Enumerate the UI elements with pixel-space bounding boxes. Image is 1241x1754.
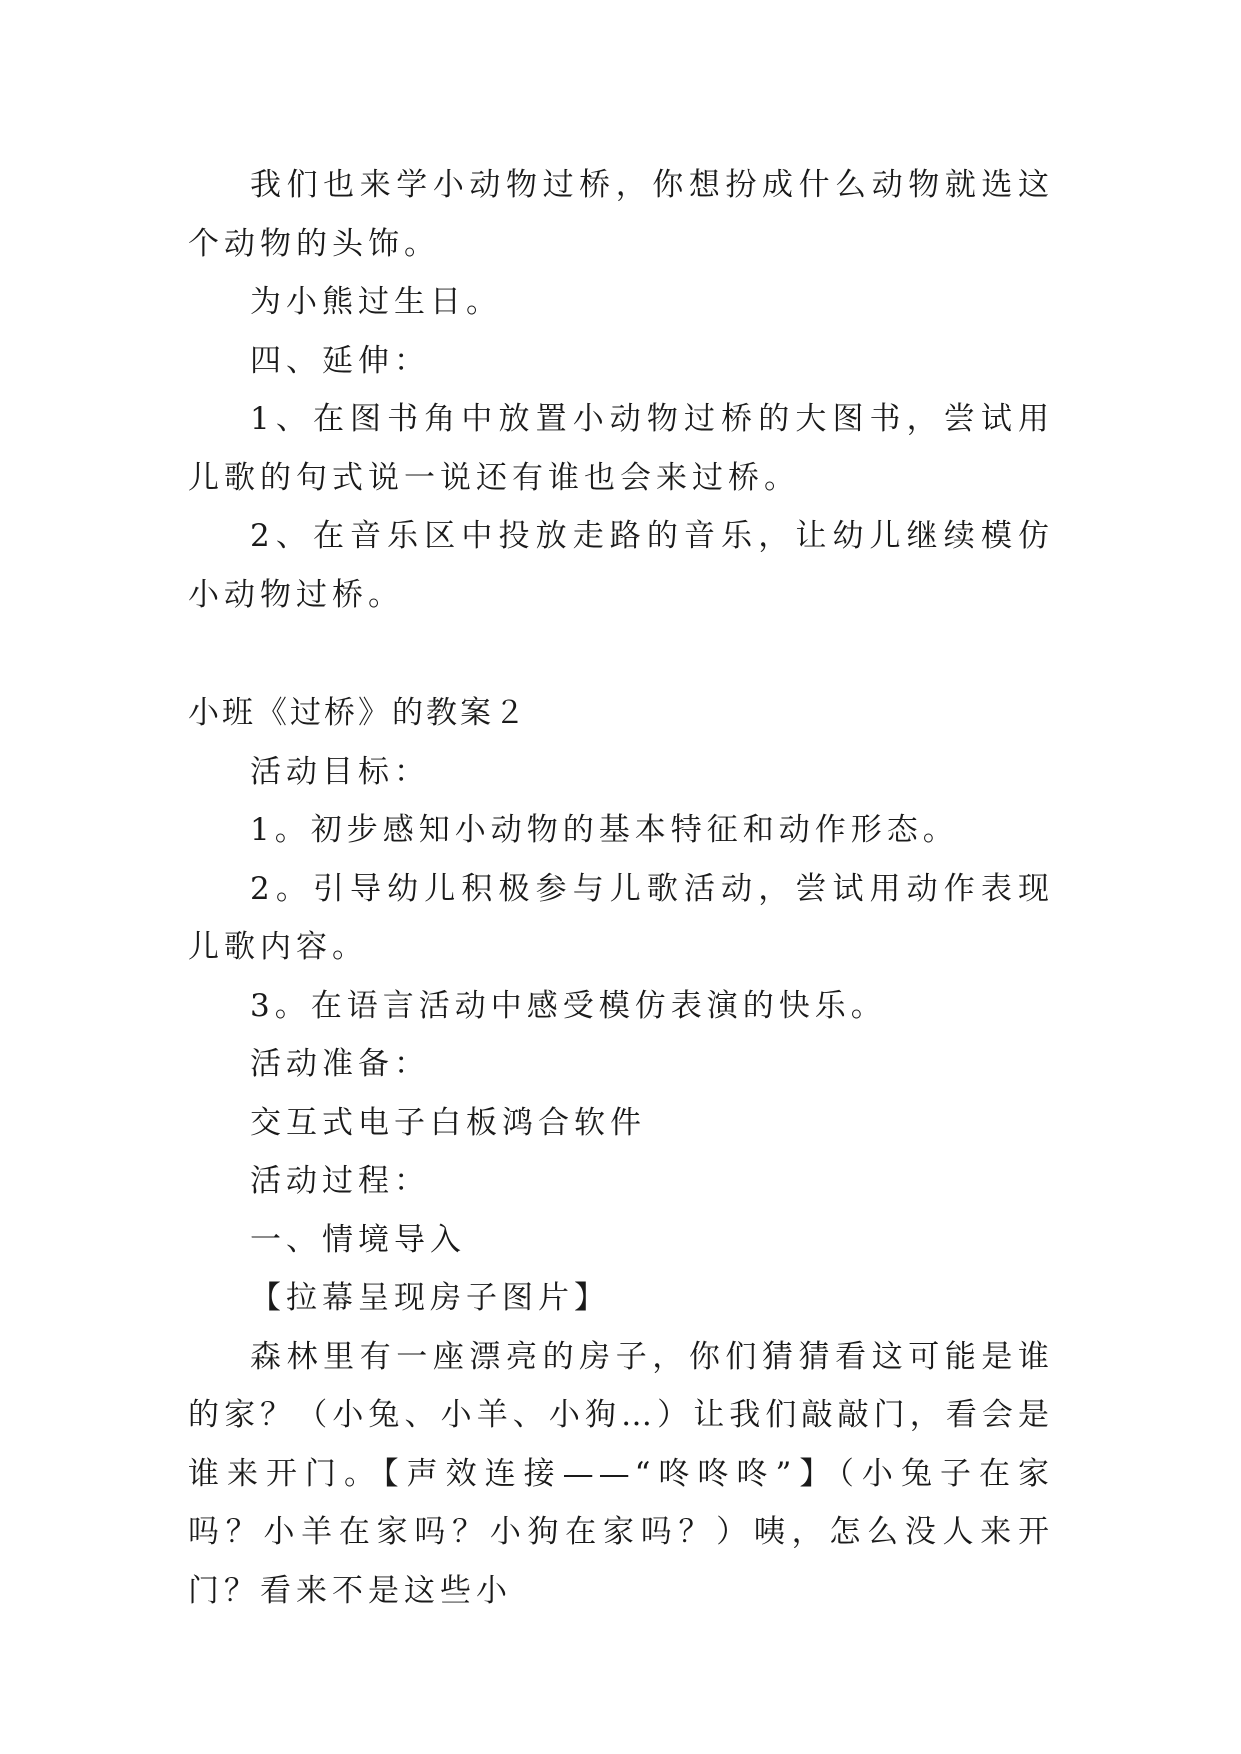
paragraph: 2。引导幼儿积极参与儿歌活动，尝试用动作表现儿歌内容。 <box>188 870 1054 965</box>
paragraph: 我们也来学小动物过桥，你想扮成什么动物就选这个动物的头饰。 <box>188 167 1054 262</box>
paragraph: 活动目标： <box>250 753 430 790</box>
paragraph: 交互式电子白板鸿合软件 <box>250 1104 646 1141</box>
section-title: 小班《过桥》的教案２ <box>188 695 528 731</box>
paragraph: 为小熊过生日。 <box>250 284 502 320</box>
paragraph: 3。在语言活动中感受模仿表演的快乐。 <box>250 987 887 1024</box>
paragraph: 活动准备： <box>250 1046 430 1082</box>
paragraph: 2、在音乐区中投放走路的音乐，让幼儿继续模仿小动物过桥。 <box>188 518 1054 613</box>
paragraph: 1。初步感知小动物的基本特征和动作形态。 <box>250 812 959 848</box>
section-gap <box>188 624 1054 684</box>
paragraph: 一、情境导入 <box>250 1221 466 1258</box>
document-body <box>188 156 1054 1620</box>
paragraph: 【拉幕呈现房子图片】 <box>250 1280 610 1316</box>
paragraph: 四、延伸： <box>250 342 430 379</box>
paragraph: 活动过程： <box>250 1163 430 1199</box>
paragraph: 1、在图书角中放置小动物过桥的大图书，尝试用儿歌的句式说一说还有谁也会来过桥。 <box>188 401 1054 496</box>
paragraph: 森林里有一座漂亮的房子，你们猜猜看这可能是谁的家？（小兔、小羊、小狗…）让我们敲敲门，看会是谁来开门。【声效连接——“咚咚咚”】（小兔子在家吗？小羊在家吗？小狗在家吗？）咦，怎么没人来开门？看来不是这些小 <box>188 1338 1054 1609</box>
